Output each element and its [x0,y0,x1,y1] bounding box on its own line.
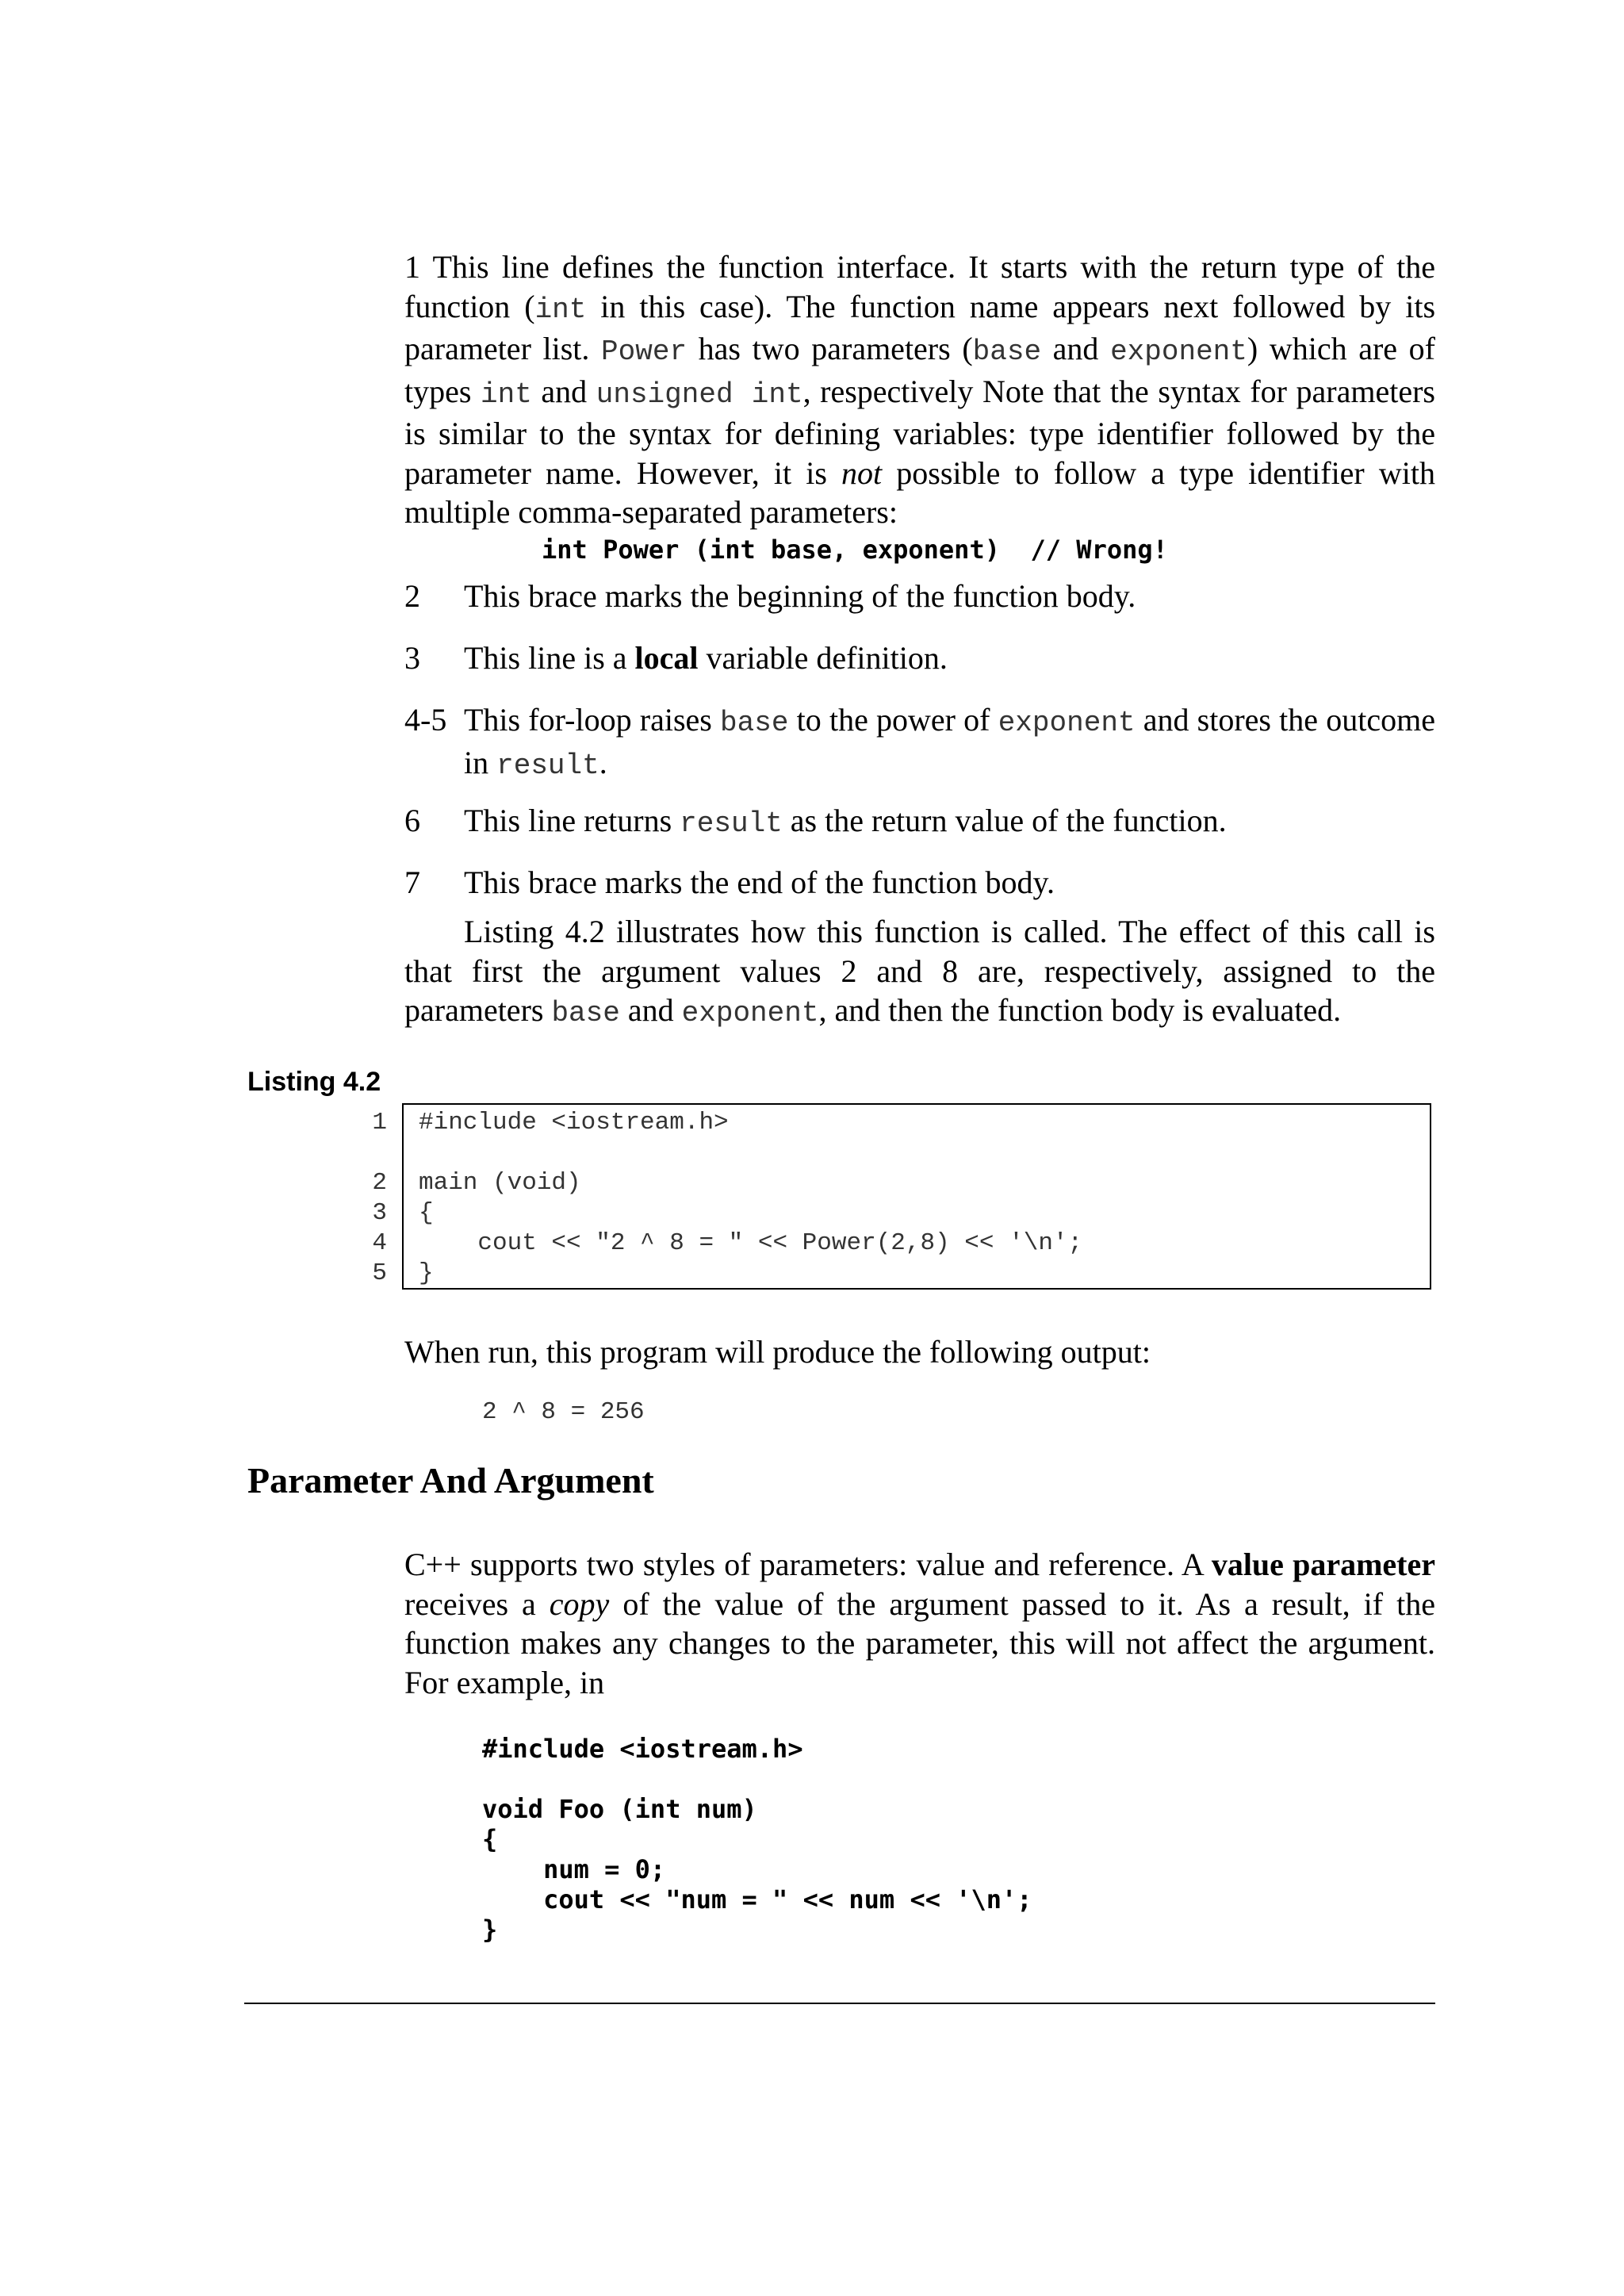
item-text: This brace marks the beginning of the function body. [464,578,1136,614]
inline-code: result [680,807,783,840]
run-output-intro: When run, this program will produce the following output: [404,1334,1151,1370]
program-output: 2 ^ 8 = 256 [482,1398,645,1426]
text-run: as the return value of the function. [782,803,1227,838]
item-2 [404,577,1435,616]
text-run: , and then the function body is evaluated. [818,992,1342,1028]
item-number: 2 [404,578,420,614]
text-run: in this case). The function name appears next followed by its parameter list. [404,288,1436,366]
example-code-line: { [482,1824,498,1854]
example-code-line: #include <iostream.h> [482,1734,803,1764]
text-run: This for-loop raises [464,702,721,738]
wrong-syntax-code: int Power (int base, exponent) // Wrong! [542,535,1168,565]
page-bottom-rule [244,2003,1435,2004]
text-run: This line is a [464,640,635,676]
inline-code: exponent [681,997,819,1029]
item-4-5 [404,700,1435,785]
inline-code: result [496,749,599,782]
example-code-line: void Foo (int num) [482,1794,757,1824]
text-run: of the value of the argument passed to it. As a result, if the function makes any changes to the parameter, this will not affect the argument. For example, in [404,1585,1435,1700]
inline-code: unsigned int [596,378,803,411]
item-number: 4-5 [404,702,447,738]
text-run: and [1041,331,1111,366]
item-text [464,700,1435,785]
line-number: 1 [372,1109,387,1137]
line-number: 5 [372,1259,387,1287]
text-run: and stores the outcome in [464,702,1435,780]
inline-code: int [534,293,587,326]
item-text [464,638,1435,678]
item-number: 7 [404,864,420,900]
text-run: possible to follow a type identifier with multiple comma-separated parameters: [404,454,1435,530]
code-line: #include <iostream.h> [419,1109,729,1137]
inline-code: base [551,997,620,1029]
bold-text: value parameter [1211,1547,1436,1582]
text-run: . [599,744,607,780]
text-run: C++ supports two styles of parameters: value and reference. A [404,1547,1212,1582]
text-run: , respectively Note that the syntax for parameters is similar to the syntax for defining variables: type identifier followed by the parameter name. However, it is [404,373,1435,491]
text-run: This line returns [464,803,680,838]
text-run: to the power of [788,702,998,738]
inline-code: exponent [1110,335,1247,368]
text-run: Listing 4.2 illustrates how this function is called. The effect of this call is that first the argument values 2 and 8 are, respectively, assigned to the parameters [404,914,1435,1028]
emphasis-text: copy [549,1585,610,1622]
item-number: 3 [404,640,420,676]
bold-text: local [634,640,699,676]
text-run: receives a [404,1585,550,1622]
item-3 [404,638,1435,678]
text-run: ) which are of types [404,331,1435,409]
listing-intro-paragraph [404,912,1435,1033]
text-run: and [619,992,682,1028]
code-line: cout << "2 ^ 8 = " << Power(2,8) << '\n'; [419,1229,1083,1257]
line-number: 3 [372,1199,387,1227]
item-text: This brace marks the end of the function body. [464,864,1055,900]
example-code-line: cout << "num = " << num << '\n'; [482,1884,1032,1915]
text-run: and [531,373,596,409]
item-1-paragraph [404,247,1435,532]
text-run: variable definition. [698,640,948,676]
line-number: 2 [372,1169,387,1197]
item-number: 6 [404,803,420,838]
inline-code: int [481,378,532,411]
emphasis-text: not [841,454,883,491]
code-line: } [419,1259,434,1287]
inline-code: Power [601,335,688,368]
item-6 [404,801,1435,844]
inline-code: base [720,707,789,739]
inline-code: exponent [998,707,1136,739]
example-code-line: } [482,1915,498,1945]
section-paragraph [404,1545,1435,1702]
example-code-line: num = 0; [482,1854,666,1884]
inline-code: base [972,335,1042,368]
code-line: { [419,1199,434,1227]
code-line: main (void) [419,1169,581,1197]
text-run: has two parameters ( [687,331,973,366]
listing-label: Listing 4.2 [247,1067,381,1097]
section-heading: Parameter And Argument [247,1460,654,1501]
line-number: 4 [372,1229,387,1257]
item-7 [404,863,1435,903]
item-text [464,801,1435,844]
text-run: 1 This line defines the function interface. It starts with the return type of the function ( [404,249,1435,324]
